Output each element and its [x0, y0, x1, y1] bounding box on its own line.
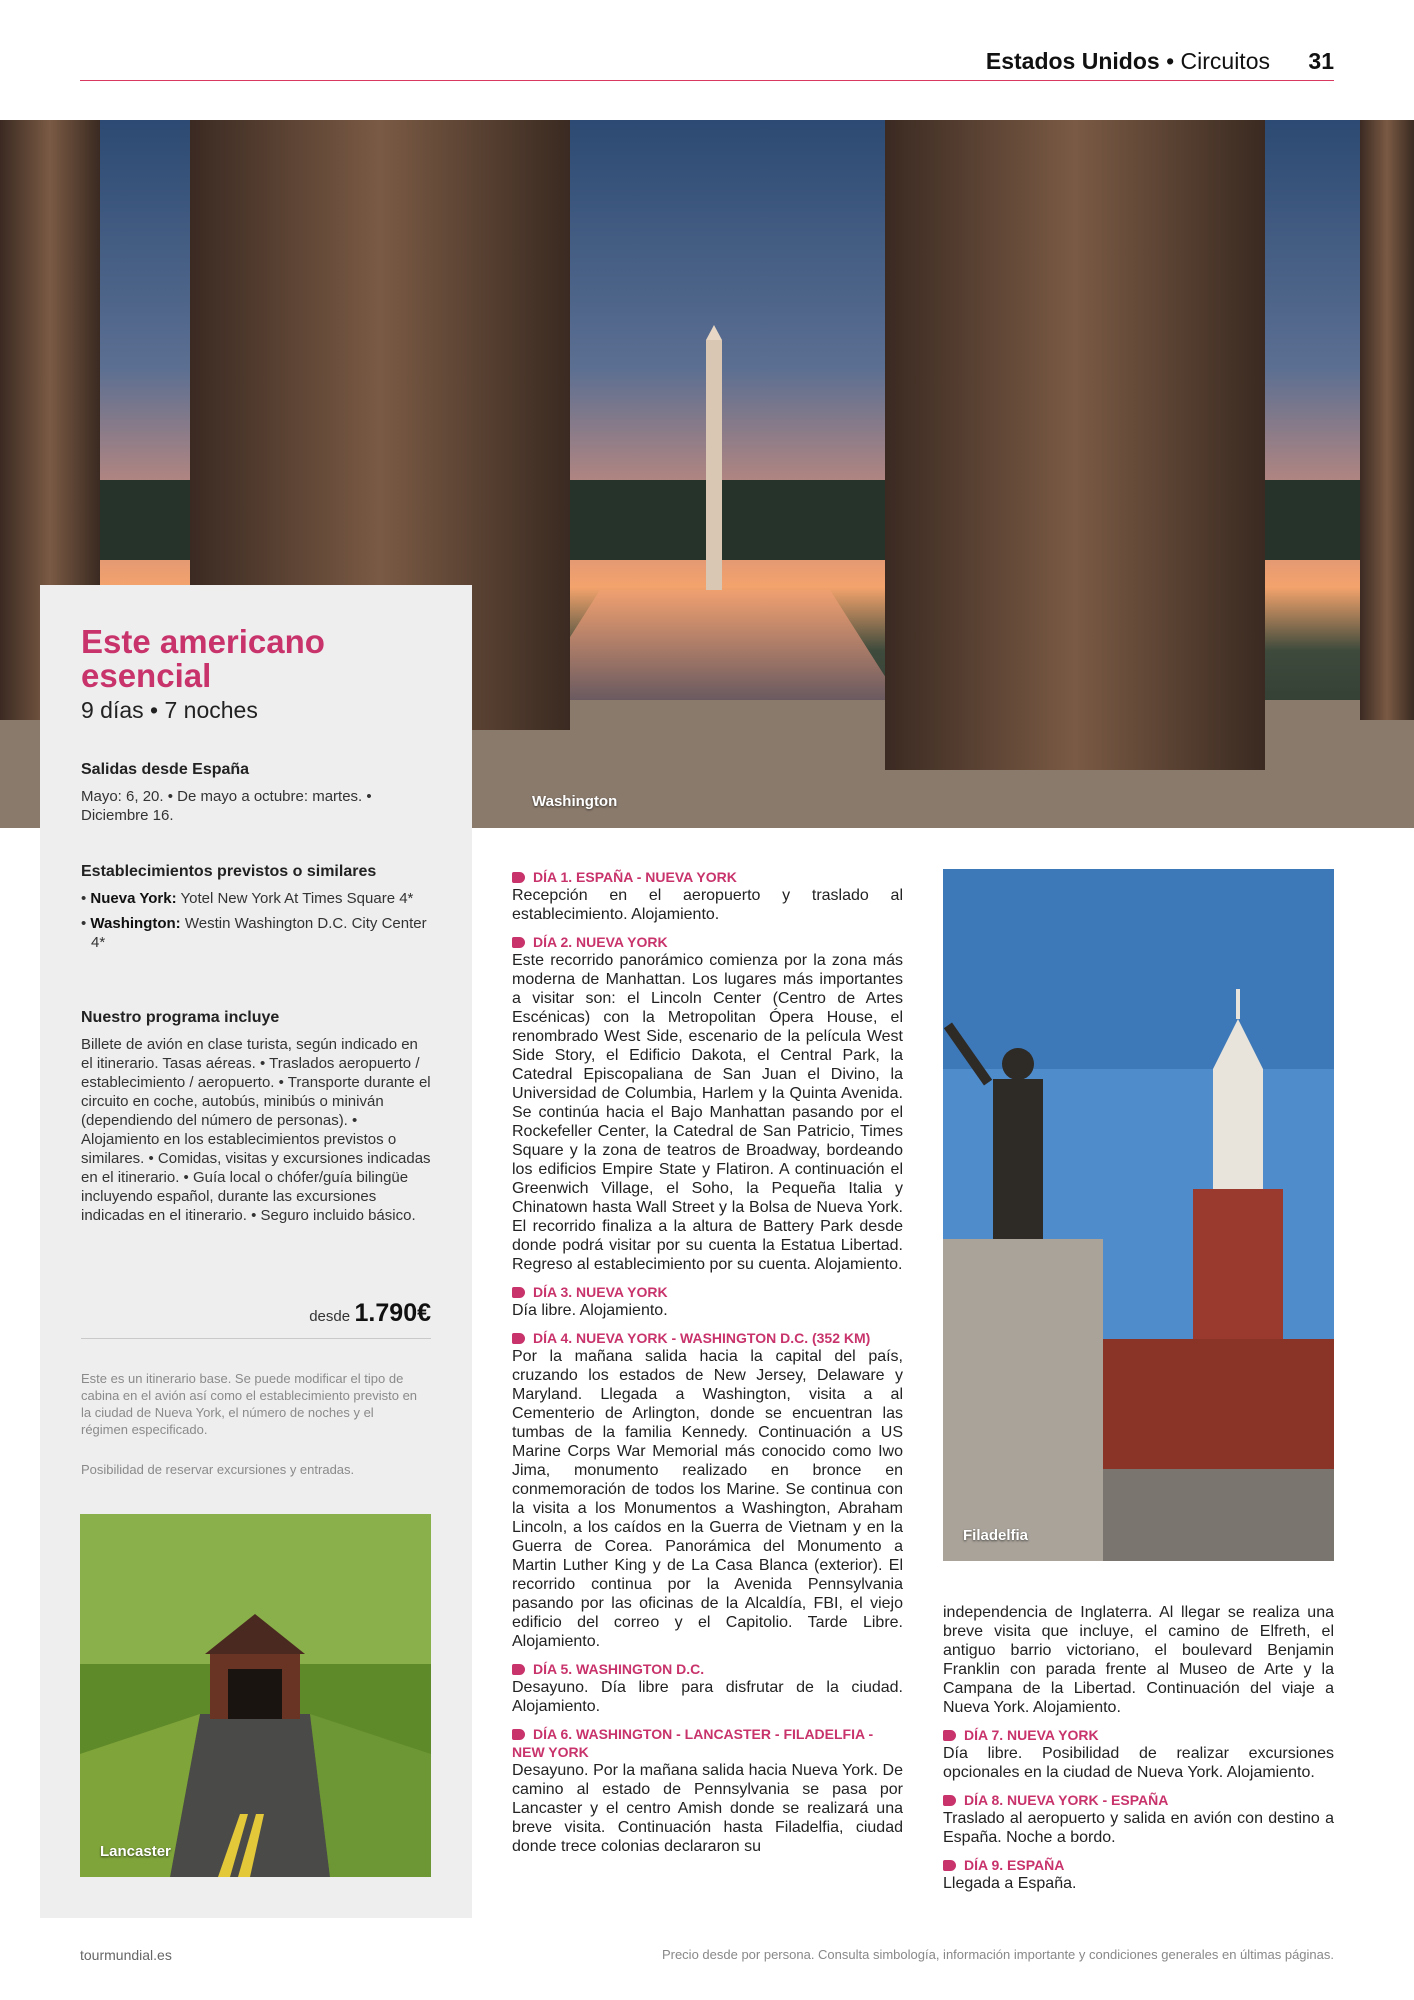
lancaster-caption: Lancaster [100, 1843, 171, 1860]
hotel-city: Nueva York: [90, 890, 177, 907]
day-6-title: DÍA 6. WASHINGTON - LANCASTER - FILADELFIA - NEW YORK [512, 1725, 903, 1761]
day-4-title: DÍA 4. NUEVA YORK - WASHINGTON D.C. (352 KM) [512, 1329, 903, 1347]
day-2-title: DÍA 2. NUEVA YORK [512, 933, 903, 951]
day-2-text: Este recorrido panorámico comienza por la zona más moderna de Manhattan. Los lugares más importantes a visitar son: el Lincoln Center (Centro de Artes Escénicas) con la Metropolitan Ópera House, el renombrado West Side, escenario de la película West Side Story, el Edificio Dakota, el Central Park, la Catedral Episcopaliana de San Juan el Divino, la Universidad de Columbia, Harlem y la Quinta Avenida. Se continúa hacia el Bajo Manhattan pasando por el Rockefeller Center, la Catedral de San Patricio, Times Square y la zona de teatros de Broadway, bordeando los edificios Empire State y Flatiron. A continuación el Greenwich Village, el Soho, la Pequeña Italia y Chinatown hasta Wall Street y la Bolsa de Nueva York. El recorrido finaliza a la altura de Battery Park desde donde podrá visitar por su cuenta la Estatua Libertad. Regreso al establecimiento por su cuenta. Alojamiento. [512, 952, 903, 1273]
country-name: Estados Unidos [985, 48, 1160, 74]
day-8-title: DÍA 8. NUEVA YORK - ESPAÑA [943, 1791, 1334, 1809]
philadelphia-illustration [943, 869, 1334, 1561]
day-6-text: Desayuno. Por la mañana salida hacia Nueva York. De camino al estado de Pennsylvania se pasa por Lancaster y el centro Amish donde se realizará una breve visita. Continuación hasta Filadelfia, ciudad donde trece colonias declararon su [512, 1762, 903, 1855]
hotels-list [81, 889, 431, 958]
photo-philadelphia [943, 869, 1334, 1561]
itinerary-column-2 [943, 1603, 1334, 1893]
day-7-title: DÍA 7. NUEVA YORK [943, 1726, 1334, 1744]
tour-duration: 9 días • 7 noches [81, 697, 258, 723]
footer-site[interactable]: tourmundial.es [80, 1947, 172, 1963]
day-1-text: Recepción en el aeropuerto y traslado al establecimiento. Alojamiento. [512, 887, 903, 923]
footer-disclaimer: Precio desde por persona. Consulta simbología, información importante y condiciones generales en últimas páginas. [661, 1947, 1334, 1962]
tour-title: Este americano esencial [81, 623, 325, 694]
day-9-title: DÍA 9. ESPAÑA [943, 1856, 1334, 1874]
section-title [986, 48, 1270, 75]
excursions-note: Posibilidad de reservar excursiones y entradas. [81, 1462, 355, 1477]
departures-heading: Salidas desde España [81, 761, 250, 778]
departures-text: Mayo: 6, 20. • De mayo a octubre: martes. • Diciembre 16. [81, 788, 372, 824]
hotel-item: • Nueva York: Yotel New York At Times Square 4* [81, 890, 414, 907]
price-from-label: desde [309, 1308, 351, 1325]
photo-lancaster [80, 1514, 431, 1877]
hotel-name: Yotel New York At Times Square 4* [176, 890, 414, 907]
itinerary-note: Este es un itinerario base. Se puede modificar el tipo de cabina en el avión así como el establecimiento previsto en la ciudad de Nueva York, el número de noches y el régimen especificado. [81, 1371, 418, 1437]
price-block [81, 1299, 431, 1339]
itinerary-column-1 [512, 868, 903, 1856]
day-1-title: DÍA 1. ESPAÑA - NUEVA YORK [512, 868, 903, 886]
day-5-text: Desayuno. Día libre para disfrutar de la ciudad. Alojamiento. [512, 1679, 903, 1715]
includes-heading: Nuestro programa incluye [81, 1009, 280, 1026]
day-3-title: DÍA 3. NUEVA YORK [512, 1283, 903, 1301]
day-3-text: Día libre. Alojamiento. [512, 1302, 668, 1319]
price-amount: 1.790€ [354, 1299, 431, 1327]
day-4-text: Por la mañana salida hacia la capital del país, cruzando los estados de New Jersey, Delaware y Maryland. Llegada a Washington, visita a al Cementerio de Arlington, donde se encuentran las tumbas de la familia Kennedy. Continuación a US Marine Corps War Memorial más conocido como Iwo Jima, monumento realizado en bronce en conmemoración de todos los Marine. Se continua con la visita a los Monumentos a Washington, Abraham Lincoln, a los caídos en la Guerra de Vietnam y en la Guerra de Corea. Panorámica del Monumento a Martin Luther King y de La Casa Blanca (exterior). El recorrido continua por la Avenida Pennsylvania pasando por las oficinas de la Alcaldía, FBI, el viejo edificio del correo y el Capitolio. Tarde Libre. Alojamiento. [512, 1348, 903, 1650]
day-7-text: Día libre. Posibilidad de realizar excursiones opcionales en la ciudad de Nueva York. Alojamiento. [943, 1745, 1334, 1781]
section-name: Circuitos [1180, 48, 1270, 74]
includes-text: Billete de avión en clase turista, según indicado en el itinerario. Tasas aéreas. • Traslados aeropuerto / establecimiento / aeropuerto. • Transporte durante el circuito en coche, autobús, minibús o miniván (dependiendo del número de personas). • Alojamiento en los establecimientos previstos o similares. • Comidas, visitas y excursiones indicadas en el itinerario. • Guía local o chófer/guía bilingüe incluyendo español, durante las excursiones indicadas en el itinerario. • Seguro incluido básico. [81, 1036, 431, 1224]
page-number: 31 [1308, 48, 1334, 74]
title-separator: • [1159, 48, 1181, 74]
hotel-name: Westin Washington D.C. City Center 4* [91, 915, 427, 951]
philadelphia-caption: Filadelfia [963, 1527, 1029, 1544]
hotels-heading: Establecimientos previstos o similares [81, 863, 377, 880]
hero-caption: Washington [532, 793, 618, 810]
day-5-title: DÍA 5. WASHINGTON D.C. [512, 1660, 903, 1678]
hotel-city: Washington: [90, 915, 181, 932]
day-9-text: Llegada a España. [943, 1875, 1077, 1892]
page-header [80, 40, 1334, 81]
day-6-text-continued: independencia de Inglaterra. Al llegar se realiza una breve visita que incluye, el camino de Elfreth, el antiguo barrio victoriano, el boulevard Benjamin Franklin con parada frente al Museo de Arte y la Campana de la Libertad. Continuación del viaje a Nueva York. Alojamiento. [943, 1604, 1334, 1716]
lancaster-illustration [80, 1514, 431, 1877]
day-8-text: Traslado al aeropuerto y salida en avión con destino a España. Noche a bordo. [943, 1810, 1334, 1846]
hotel-item: • Washington: Westin Washington D.C. City Center 4* [81, 915, 427, 951]
